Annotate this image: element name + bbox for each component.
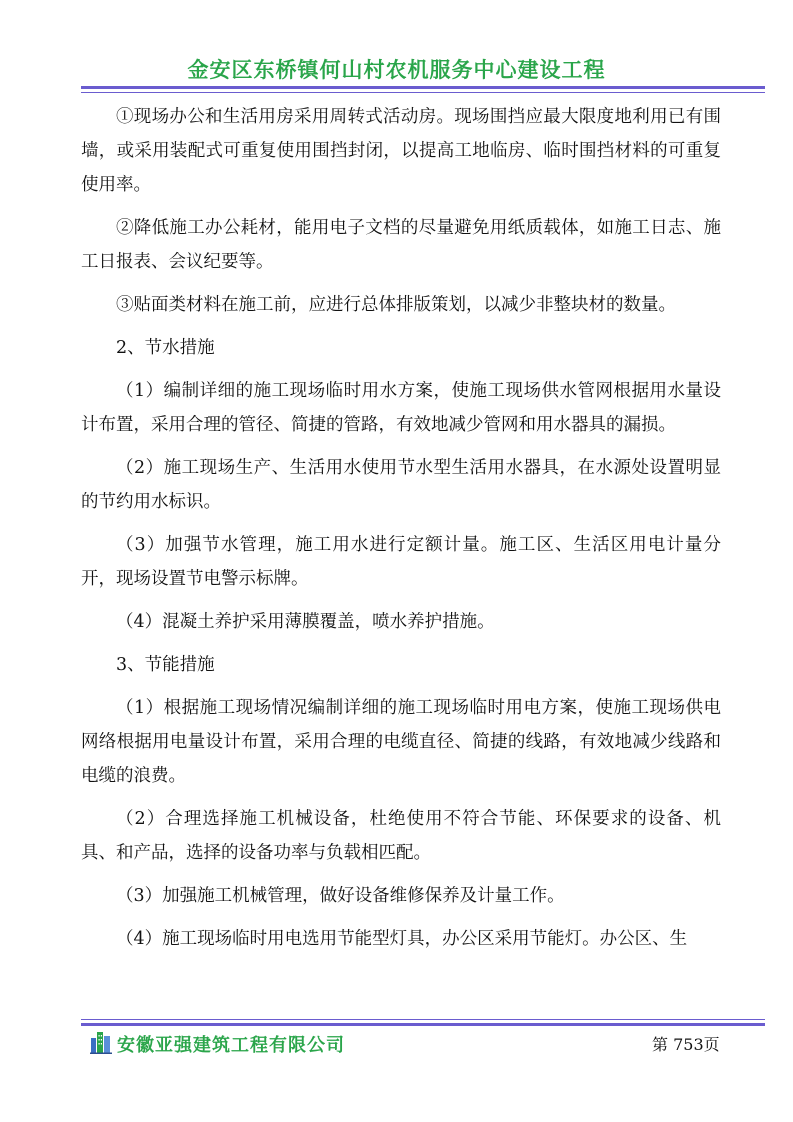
paragraph: （1）编制详细的施工现场临时用水方案，使施工现场供水管网根据用水量设计布置，采用合理的管径、简捷的管路，有效地减少管网和用水器具的漏损。 [81, 381, 721, 435]
footer-rule-thick [81, 1023, 765, 1026]
footer-rule-thin [81, 1019, 765, 1020]
paragraph: ①现场办公和生活用房采用周转式活动房。现场围挡应最大限度地利用已有围墙，或采用装配式可重复使用围挡封闭，以提高工地临房、临时围挡材料的可重复使用率。 [81, 107, 721, 195]
page-number: 第 753页 [652, 1035, 720, 1054]
building-logo-icon [90, 1030, 112, 1054]
document-title: 金安区东桥镇何山村农机服务中心建设工程 [187, 58, 606, 82]
paragraph: （3）加强施工机械管理，做好设备维修保养及计量工作。 [116, 886, 565, 906]
paragraph: （2）施工现场生产、生活用水使用节水型生活用水器具，在水源处设置明显的节约用水标识。 [81, 458, 721, 512]
company-name: 安徽亚强建筑工程有限公司 [117, 1035, 345, 1056]
paragraph: （2）合理选择施工机械设备，杜绝使用不符合节能、环保要求的设备、机具、和产品，选择的设备功率与负载相匹配。 [81, 809, 721, 863]
paragraph: （4）施工现场临时用电选用节能型灯具，办公区采用节能灯。办公区、生 [116, 929, 688, 949]
paragraph: （1）根据施工现场情况编制详细的施工现场临时用电方案，使施工现场供电网络根据用电量设计布置，采用合理的电缆直径、简捷的线路，有效地减少线路和电缆的浪费。 [81, 698, 721, 786]
header-rule-thin [81, 92, 765, 93]
header-rule-thick [81, 86, 765, 89]
paragraph: ③贴面类材料在施工前，应进行总体排版策划，以减少非整块材的数量。 [116, 295, 676, 315]
section-heading: 3、节能措施 [116, 655, 215, 675]
paragraph: （4）混凝土养护采用薄膜覆盖，喷水养护措施。 [116, 612, 495, 632]
section-heading: 2、节水措施 [116, 338, 215, 358]
body-text [81, 100, 721, 965]
paragraph: ②降低施工办公耗材，能用电子文档的尽量避免用纸质载体，如施工日志、施工日报表、会议纪要等。 [81, 218, 721, 272]
paragraph: （3）加强节水管理，施工用水进行定额计量。施工区、生活区用电计量分开，现场设置节电警示标牌。 [81, 535, 721, 589]
